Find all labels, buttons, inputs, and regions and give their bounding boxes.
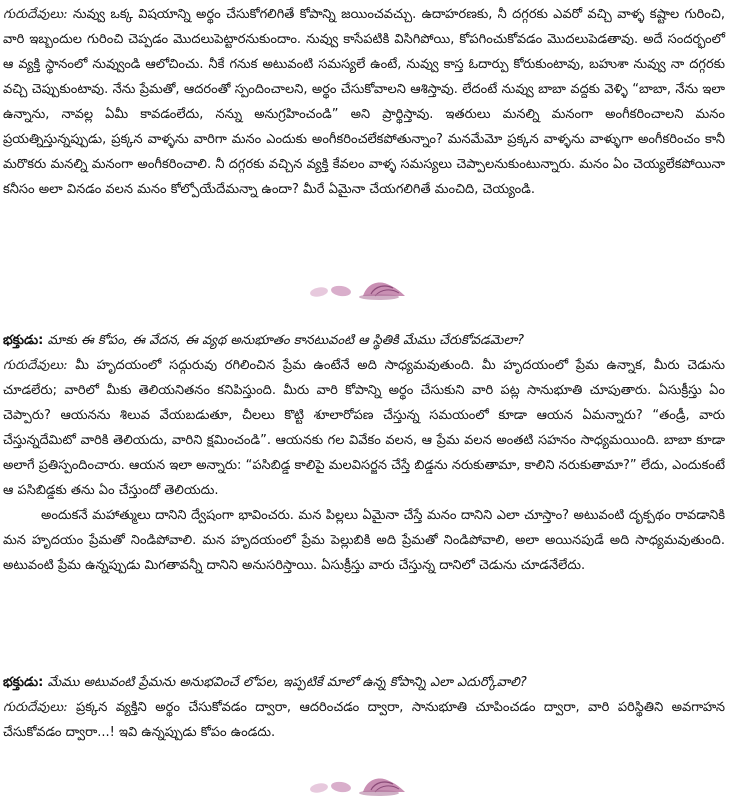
- qa-section-2: [3, 328, 725, 578]
- question-paragraph: [3, 328, 725, 353]
- answer-text: ప్రక్కన వ్యక్తిని అర్థం చేసుకోవడం ద్వారా, ఆదరించడం ద్వారా, సానుభూతి చూపించడం ద్వారా, వారి పరిస్థితిని అవగాహన చేసుకోవడం ద్వారా...! ఇవి ఉన్నప్పుడు కోపం ఉండదు.: [3, 700, 725, 740]
- answer-paragraph: [3, 353, 725, 503]
- answer-text: నువ్వు ఒక్క విషయాన్ని అర్థం చేసుకోగలిగితే కోపాన్ని జయించవచ్చు. ఉదాహరణకు, నీ దగ్గరకు ఎవరో వచ్చి వాళ్ళ కష్టాల గురించి, వారి ఇబ్బందుల గురించి చెప్పడం మొదలుపెట్టారనుకుందాం. నువ్వు కాసేపటికి విసిగిపోయి, కోపగించుకోవడం మొదలుపెడతావు. అదే సందర్భంలో ఆ వ్యక్తి స్థానంలో నువ్వుండి ఆలోచించు. నీకే గనుక అటువంటి సమస్యలే ఉంటే, నువ్వు కాస్త ఓదార్పు కోరుకుంటావు, బహుశా నువ్వు నా దగ్గరకు వచ్చి చెప్పుకుంటావు. నేను ప్రేమతో, ఆదరంతో స్పందించాలని, అర్థం చేసుకోవాలని ఆశిస్తావు. లేదంటే నువ్వు బాబా వద్దకు వెళ్ళి “బాబా, నేను ఇలా ఉన్నాను, నావల్ల ఏమీ కావడంలేదు, నన్ను అనుగ్రహించండి” అని ప్రార్థిస్తావు. ఇతరులు మనల్ని మనంగా అంగీకరించాలని మనం ప్రయత్నిస్తున్నప్పుడు, ప్రక్కన వాళ్ళను వారిగా మనం ఎందుకు అంగీకరించలేకపోతున్నాం? మనమేమో ప్రక్కన వాళ్ళను వాళ్ళుగా అంగీకరించం కానీ మరొకరు మనల్ని మనంగా అంగీకరించాలి. నీ దగ్గరకు వచ్చిన వ్యక్తి కేవలం వాళ్ళ సమస్యలు చెప్పాలనుకుంటున్నారు. మనం ఏం చెయ్యలేకపోయినా కనీసం అలా వినడం వలన మనం కోల్పోయేదేమన్నా ఉందా? మీరే ఏమైనా చేయగలిగితే మంచిది, చెయ్యండి.: [3, 7, 725, 197]
- flower-petals-icon: [305, 274, 425, 304]
- answer-paragraph: [3, 695, 725, 745]
- answer-paragraph: [3, 2, 725, 202]
- answer-text: మీ హృదయంలో సద్గురువు రగిలించిన ప్రేమ ఉంటేనే అది సాధ్యమవుతుంది. మీ హృదయంలో ప్రేమ ఉన్నాక, మీరు చెడును చూడలేరు; వారిలో మీకు తెలియనితనం కనిపిస్తుంది. మీరు వారి కోపాన్ని అర్థం చేసుకుని వారి పట్ల సానుభూతి చూపుతారు. ఏసుక్రీస్తు ఏం చెప్పారు? ఆయనను శిలువ వేయబడుతూ, చీలలు కొట్టి శూలారోపణ చేస్తున్న సమయంలో కూడా ఆయన ఏమన్నారు? “తండ్రీ, వారు చేస్తున్నదేమిటో వారికి తెలియదు, వారిని క్షమించండి”. ఆయనకు గల వివేకం వలన, ఆ ప్రేమ వలన అంతటి సహనం సాధ్యమయింది. బాబా కూడా అలాగే ప్రతిస్పందించారు. ఆయన ఇలా అన్నారు: “పసిబిడ్డ కాలిపై మలవిసర్జన చేస్తే బిడ్డను నరుకుతామా, కాలిని నరుకుతామా?” లేదు, ఎందుకంటే ఆ పసిబిడ్డకు తను ఏం చేస్తుందో తెలియదు.: [3, 358, 725, 498]
- speaker-label-guru: గురుదేవులు:: [3, 358, 68, 373]
- decorative-divider: [0, 274, 730, 304]
- question-text: మాకు ఈ కోపం, ఈ వేదన, ఈ వ్యథ అనుభూతం కానటువంటి ఆ స్థితికి మేము చేరుకోవడమెలా?: [47, 333, 525, 348]
- speaker-label-guru: గురుదేవులు:: [3, 700, 68, 715]
- qa-section-3: [3, 670, 725, 745]
- answer-paragraph-continued: అందుకనే మహాత్ములు దానిని ద్వేషంగా భావించరు. మన పిల్లలు ఏమైనా చేస్తే మనం దానిని ఎలా చూస్తాం? అటువంటి దృక్పథం రావడానికి మన హృదయం ప్రేమతో నిండిపోవాలి. మన హృదయంలో ప్రేమ పెల్లుబికి అది ప్రేమతో నిండిపోవాలి, అలా అయినపుడే అది సాధ్యమవుతుంది. అటువంటి ప్రేమ ఉన్నప్పుడు మిగతావన్నీ దానిని అనుసరిస్తాయి. ఏసుక్రీస్తు వారు చేస్తున్న దానిలో చెడును చూడనేలేదు.: [3, 508, 725, 573]
- decorative-divider: [0, 770, 730, 800]
- flower-petals-icon: [305, 770, 425, 800]
- speaker-label-devotee: భక్తుడు:: [3, 675, 44, 690]
- speaker-label-devotee: భక్తుడు:: [3, 333, 44, 348]
- speaker-label-guru: గురుదేవులు:: [3, 7, 68, 22]
- question-paragraph: [3, 670, 725, 695]
- answer-section-1: [3, 2, 725, 202]
- question-text: మేము అటువంటి ప్రేమను అనుభవించే లోపల, ఇప్పటికే మాలో ఉన్న కోపాన్ని ఎలా ఎదుర్కోవాలి?: [47, 675, 527, 690]
